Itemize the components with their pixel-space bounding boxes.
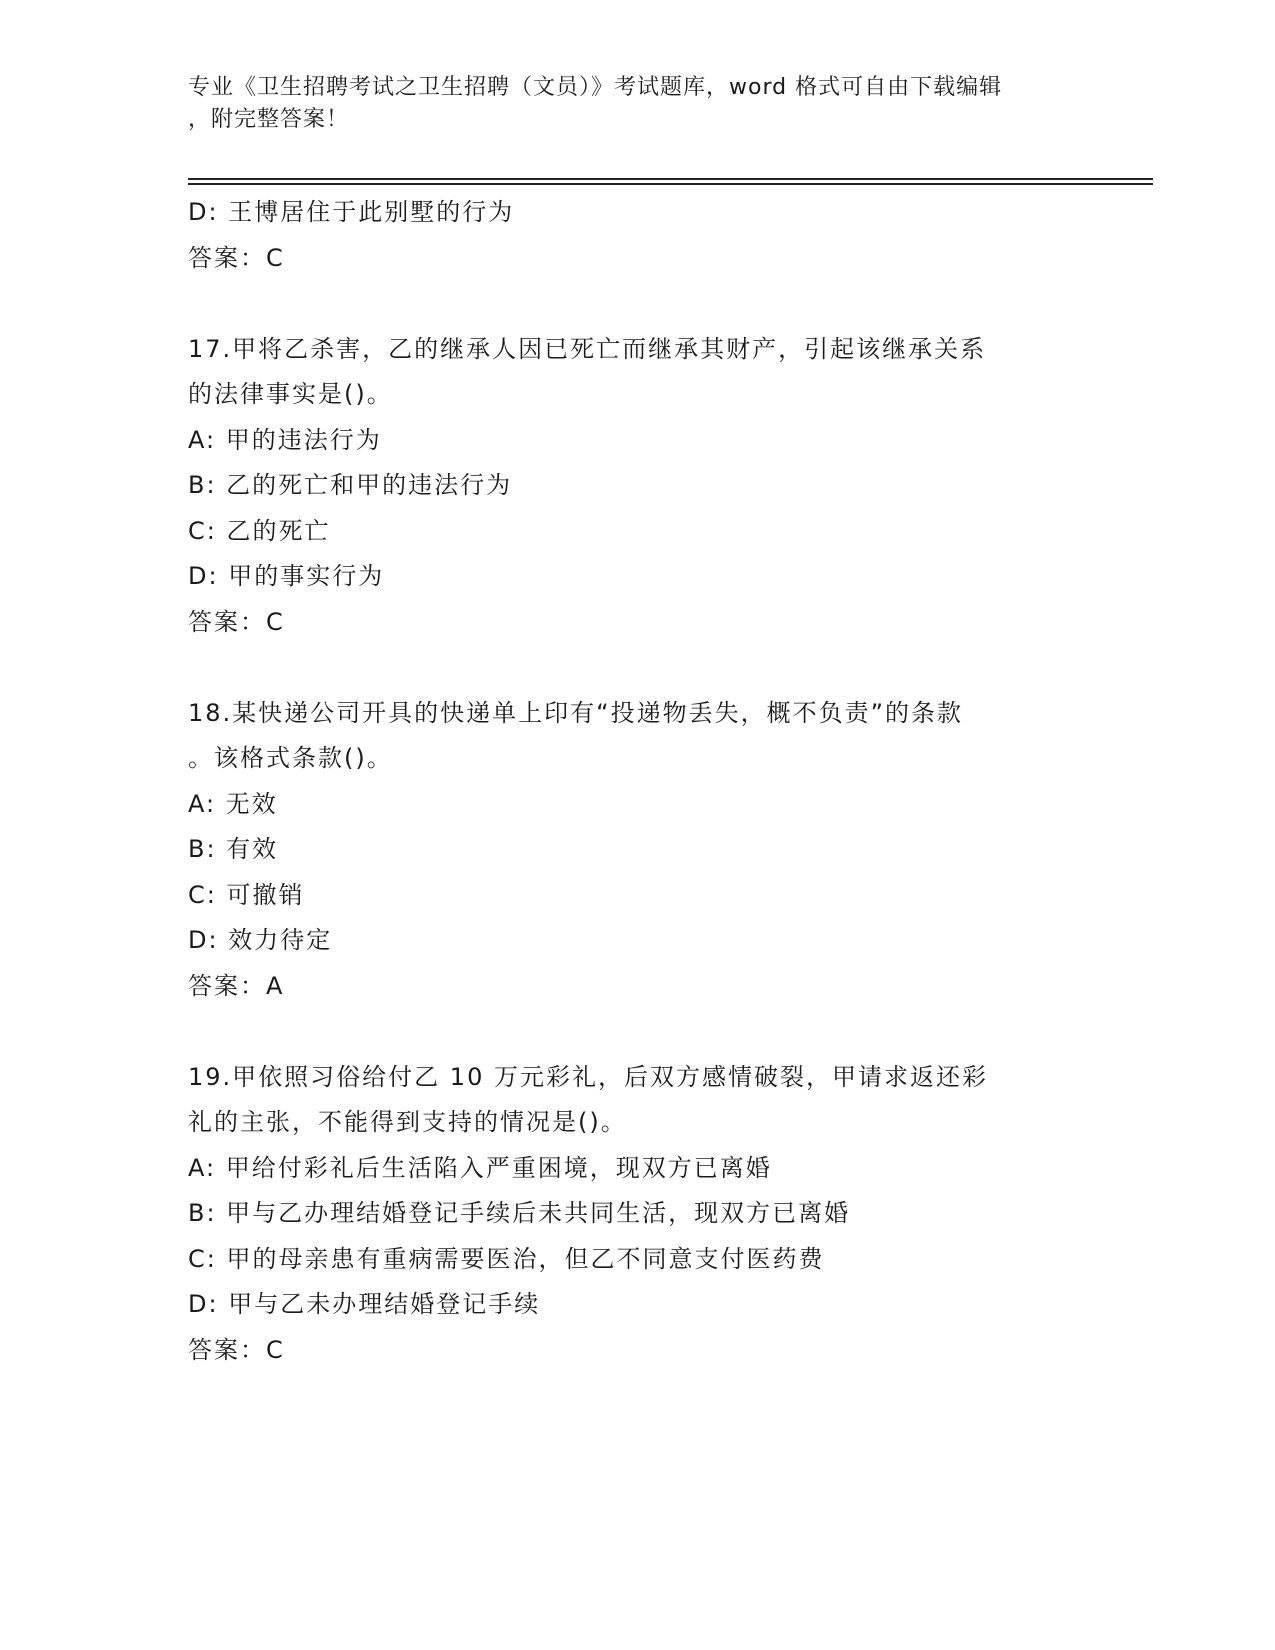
document-header [188, 72, 1088, 136]
header-rule-top [188, 178, 1153, 180]
question-18 [188, 691, 1088, 1010]
question-stem-line: 的法律事实是()。 [188, 380, 393, 408]
question-list [188, 190, 1088, 1373]
option-b: B: 乙的死亡和甲的违法行为 [188, 471, 513, 499]
option-b: B: 甲与乙办理结婚登记手续后未共同生活，现双方已离婚 [188, 1199, 851, 1227]
question-stem-line: 。该格式条款()。 [188, 744, 393, 772]
prev-answer: 答案：C [188, 243, 285, 272]
answer: 答案：C [188, 1335, 285, 1364]
question-stem-line: 17.甲将乙杀害，乙的继承人因已死亡而继承其财产，引起该继承关系 [188, 334, 987, 363]
option-c: C: 甲的母亲患有重病需要医治，但乙不同意支付医药费 [188, 1244, 825, 1273]
option-b: B: 有效 [188, 835, 279, 863]
option-c: C: 乙的死亡 [188, 516, 331, 545]
option-d: D: 甲与乙未办理结婚登记手续 [188, 1290, 541, 1318]
question-stem-line: 礼的主张，不能得到支持的情况是()。 [188, 1108, 627, 1136]
option-a: A: 甲的违法行为 [188, 425, 382, 454]
option-c: C: 可撤销 [188, 880, 305, 909]
question-stem-line: 18.某快递公司开具的快递单上印有“投递物丢失，概不负责”的条款 [188, 698, 964, 727]
header-rule-bottom [188, 183, 1153, 185]
header-line-2: ，附完整答案！ [188, 107, 350, 132]
question-17 [188, 327, 1088, 646]
header-line-1: 专业《卫生招聘考试之卫生招聘（文员）》考试题库，word 格式可自由下载编辑 [188, 75, 1003, 100]
option-d: D: 甲的事实行为 [188, 562, 385, 590]
answer: 答案：C [188, 607, 285, 636]
question-stem-line: 19.甲依照习俗给付乙 10 万元彩礼，后双方感情破裂，甲请求返还彩 [188, 1062, 988, 1091]
prev-option-d: D: 王博居住于此别墅的行为 [188, 198, 515, 226]
question-19 [188, 1055, 1088, 1374]
answer: 答案：A [188, 971, 285, 1000]
option-d: D: 效力待定 [188, 926, 333, 954]
option-a: A: 无效 [188, 789, 278, 818]
option-a: A: 甲给付彩礼后生活陷入严重困境，现双方已离婚 [188, 1153, 772, 1182]
